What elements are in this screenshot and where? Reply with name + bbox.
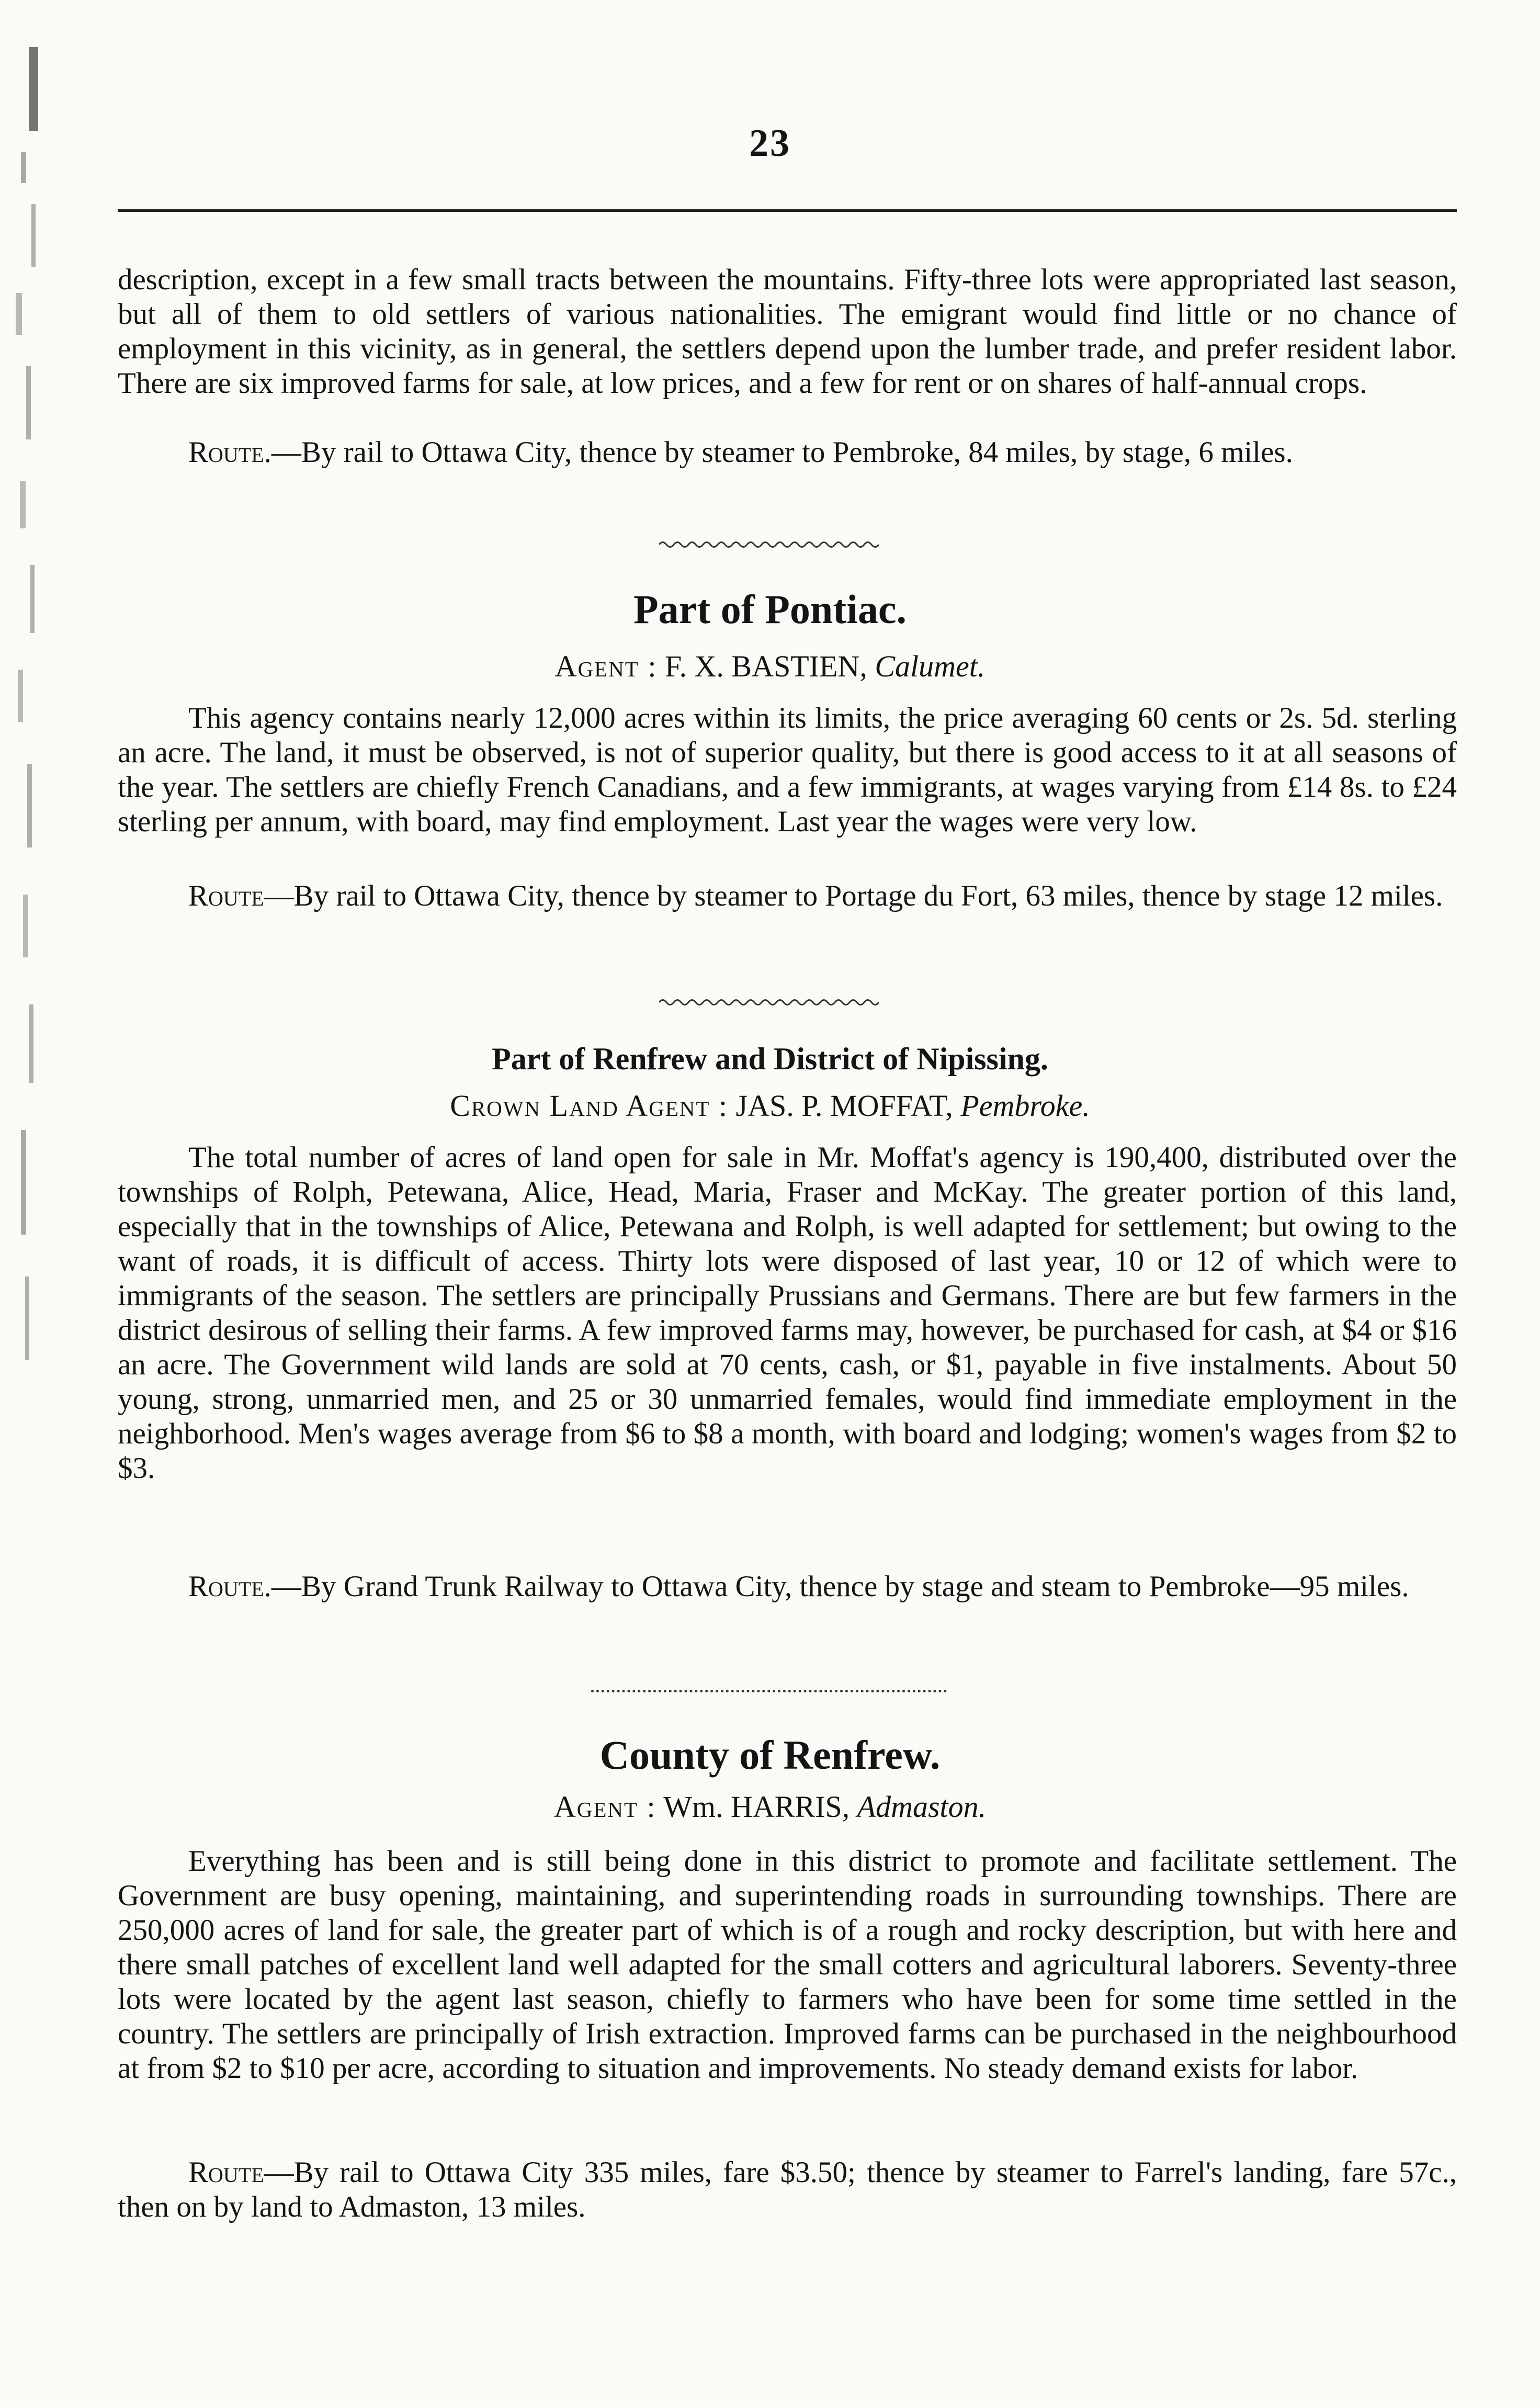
agent-place: Admaston. [857, 1790, 987, 1824]
agent-label: Crown Land Agent : [450, 1089, 729, 1123]
agent-line-renfrew-nipissing [0, 1088, 1540, 1123]
section-route-county-renfrew [118, 2155, 1457, 2224]
agent-place: Pembroke. [960, 1089, 1090, 1123]
intro-text: description, except in a few small tracts between the mountains. Fifty-three lots were appropriated last season, but all of them to old settlers of various nationalities. The emigrant would find little or no chance of employment in this vicinity, as in general, the settlers depend upon the lumber trade, and prefer resident labor. There are six improved farms for sale, at low prices, and a few for rent or on shares of half-annual crops. [118, 263, 1457, 400]
wavy-divider [659, 539, 879, 550]
agent-name: JAS. P. MOFFAT, [735, 1089, 953, 1123]
route-text: —By rail to Ottawa City, thence by steamer to Portage du Fort, 63 miles, thence by stage 12 miles. [264, 879, 1443, 912]
intro-paragraph [118, 263, 1457, 401]
section-title-pontiac: Part of Pontiac. [633, 586, 907, 632]
route-label: Route. [188, 1570, 271, 1603]
section-title-county-renfrew: County of Renfrew. [599, 1732, 941, 1778]
agent-name: F. X. BASTIEN, [664, 649, 867, 683]
route-text: —By rail to Ottawa City 335 miles, fare $3.50; thence by steamer to Farrel's landing, fare 57c., then on by land to Admaston, 13 miles. [118, 2156, 1457, 2223]
agent-label: Agent : [553, 1790, 656, 1824]
route-text: —By Grand Trunk Railway to Ottawa City, thence by stage and steam to Pembroke—95 miles. [271, 1570, 1409, 1603]
section-title-renfrew-nipissing: Part of Renfrew and District of Nipissing. [492, 1042, 1048, 1076]
section-body-county-renfrew: Everything has been and is still being done in this district to promote and facilitate settlement. The Government are busy opening, maintaining, and superintending roads in surrounding townships. There are 250,000 acres of land for sale, the greater part of which is of a rough and rocky description, but with here and there small patches of excellent land well adapted for the small cotters and agricultural laborers. Seventy-three lots were located by the agent last season, chiefly to farmers who have been for some time settled in the country. The settlers are principally of Irish extraction. Improved farms can be purchased in the neighbourhood at from $2 to $10 per acre, according to situation and improvements. No steady demand exists for labor. [118, 1845, 1457, 2085]
agent-line-county-renfrew [0, 1789, 1540, 1824]
scan-edge-noise [0, 31, 47, 1444]
route-text: —By rail to Ottawa City, thence by steamer to Pembroke, 84 miles, by stage, 6 miles. [271, 436, 1293, 469]
agent-name: Wm. HARRIS, [663, 1790, 850, 1824]
wavy-divider [659, 997, 879, 1008]
agent-label: Agent : [554, 649, 658, 683]
section-route-pontiac [118, 879, 1457, 913]
header-rule [118, 209, 1457, 212]
agent-line-pontiac [0, 649, 1540, 684]
intro-route [118, 435, 1457, 470]
section-route-renfrew-nipissing [118, 1569, 1457, 1604]
route-label: Route. [188, 436, 271, 469]
agent-place: Calumet. [875, 649, 986, 683]
page-number: 23 [749, 122, 791, 165]
route-label: Route [188, 879, 264, 912]
dotted-divider [591, 1690, 947, 1692]
section-body-pontiac: This agency contains nearly 12,000 acres within its limits, the price averaging 60 cents or 2s. 5d. sterling an acre. The land, it must be observed, is not of superior quality, but there is good access to it at all seasons of the year. The settlers are chiefly French Canadians, and a few immigrants, at wages varying from £14 8s. to £24 sterling per annum, with board, may find employment. Last year the wages were very low. [118, 702, 1457, 838]
section-body-renfrew-nipissing: The total number of acres of land open for sale in Mr. Moffat's agency is 190,400, distributed over the townships of Rolph, Petewana, Alice, Head, Maria, Fraser and McKay. The greater portion of this land, especially that in the townships of Alice, Petewana and Rolph, is well adapted for settlement; but owing to the want of roads, it is difficult of access. Thirty lots were disposed of last year, 10 or 12 of which were to immigrants of the season. The settlers are principally Prussians and Germans. There are but few farmers in the district desirous of selling their farms. A few improved farms may, however, be purchased for cash, at $4 or $16 an acre. The Government wild lands are sold at 70 cents, cash, or $1, payable in five instalments. About 50 young, strong, unmarried men, and 25 or 30 unmarried females, would find immediate employment in the neighborhood. Men's wages average from $6 to $8 a month, with board and lodging; women's wages from $2 to $3. [118, 1141, 1457, 1485]
route-label: Route [188, 2156, 264, 2189]
